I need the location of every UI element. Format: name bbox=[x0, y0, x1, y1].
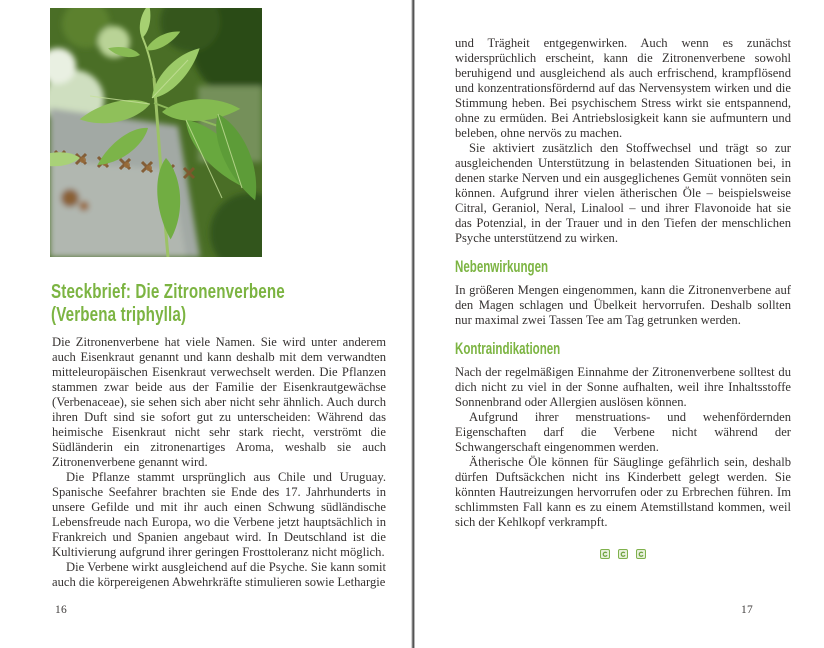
section-heading-nebenwirkungen: Nebenwirkungen bbox=[455, 258, 549, 276]
plant-photo bbox=[50, 8, 262, 257]
left-text-column bbox=[52, 335, 386, 590]
right-text-column bbox=[455, 36, 791, 561]
paragraph: Ätherische Öle können für Säuglinge gefährlich sein, deshalb dürfen Duftsäckchen nicht ins Kinderbett gelegt werden. Sie könnten Hautreizungen hervorrufen oder zu Erbrechen führen. Im schlimmsten Fall kann es zu einem Atemstillstand kommen, weil sich der Kehlkopf verkrampft. bbox=[455, 455, 791, 529]
paragraph: Die Verbene wirkt ausgleichend auf die Psyche. Sie kann somit auch die körpereigenen Abwehrkräfte stimulieren sowie Lethargie bbox=[52, 560, 386, 589]
paragraph: Nach der regelmäßigen Einnahme der Zitronenverbene solltest du dich nicht zu viel in der Sonne aufhalten, weil ihre Inhaltsstoffe Sonnenbrand oder Allergien auslösen können. bbox=[455, 365, 791, 409]
page-title-line2: (Verbena triphylla) bbox=[51, 303, 187, 326]
page-title-line1: Steckbrief: Die Zitronenverbene bbox=[51, 280, 285, 303]
paragraph: und Trägheit entgegenwirken. Auch wenn es zunächst widersprüchlich erscheint, kann die Zitronenverbene sowohl beruhigend und ausgleichend als auch erfrischend, krampflösend und konzentrationsfördernd auf das Nervensystem wirken und die Stimmung heben. Bei psychischem Stress wirkt sie entspannend, ohne zu ermüden. Bei Antriebslosigkeit kann sie aufmuntern und beleben, ohne nervös zu machen. bbox=[455, 36, 791, 140]
page-title bbox=[51, 280, 285, 326]
page-number-left: 16 bbox=[55, 604, 68, 616]
leaf-square-icon bbox=[636, 549, 646, 559]
page-number-right: 17 bbox=[741, 604, 754, 616]
section-heading-kontraindikationen: Kontraindikationen bbox=[455, 340, 561, 358]
section-end-ornament bbox=[455, 546, 791, 561]
leaf-square-icon bbox=[618, 549, 628, 559]
paragraph: Sie aktiviert zusätzlich den Stoffwechsel und trägt so zur ausgleichenden Unterstützung in belastenden Situationen bei, in denen starke Nerven und ein ausgeglichenes Gemüt vonnöten sein können. Aufgrund ihrer vielen ätherischen Öle – beispielsweise Citral, Geraniol, Neral, Linalool – und ihrer Flavonoide hat sie das Potenzial, in der Trauer und in den Tiefen der menschlichen Psyche unterstützend zu wirken. bbox=[455, 141, 791, 245]
book-gutter bbox=[411, 0, 415, 648]
paragraph: Die Pflanze stammt ursprünglich aus Chile und Uruguay. Spanische Seefahrer brachten sie Ende des 17. Jahrhunderts in unsere Gefilde und mit ihr auch einen Schwung südländische Lebensfreude nach Europa, wo die Verbene jetzt hauptsächlich in Frankreich und Spanien angebaut wird. In Deutschland ist die Kultivierung aufgrund ihrer geringen Frosttoleranz nicht möglich. bbox=[52, 470, 386, 559]
leaf-square-icon bbox=[600, 549, 610, 559]
paragraph: Die Zitronenverbene hat viele Namen. Sie wird unter anderem auch Eisenkraut genannt und kann deshalb mit dem verwandten mitteleuropäischen Eisenkraut verwechselt werden. Die Pflanzen stammen zwar beide aus der Familie der Eisenkrautgewächse (Verbenaceae), sie sehen sich aber nicht sehr ähnlich. Auch durch ihren Duft sind sie sofort gut zu unterscheiden: Während das heimische Eisenkraut nicht sehr stark riecht, verströmt die Südländerin ein zitronenartiges Aroma, weshalb sie auch Zitronenverbene genannt wird. bbox=[52, 335, 386, 469]
paragraph: In größeren Mengen eingenommen, kann die Zitronenverbene auf den Magen schlagen und Übelkeit hervorrufen. Deshalb sollten nur maximal zwei Tassen Tee am Tag getrunken werden. bbox=[455, 283, 791, 327]
paragraph: Aufgrund ihrer menstruations- und wehenfördernden Eigenschaften darf die Verbene nicht während der Schwangerschaft eingenommen werden. bbox=[455, 410, 791, 454]
